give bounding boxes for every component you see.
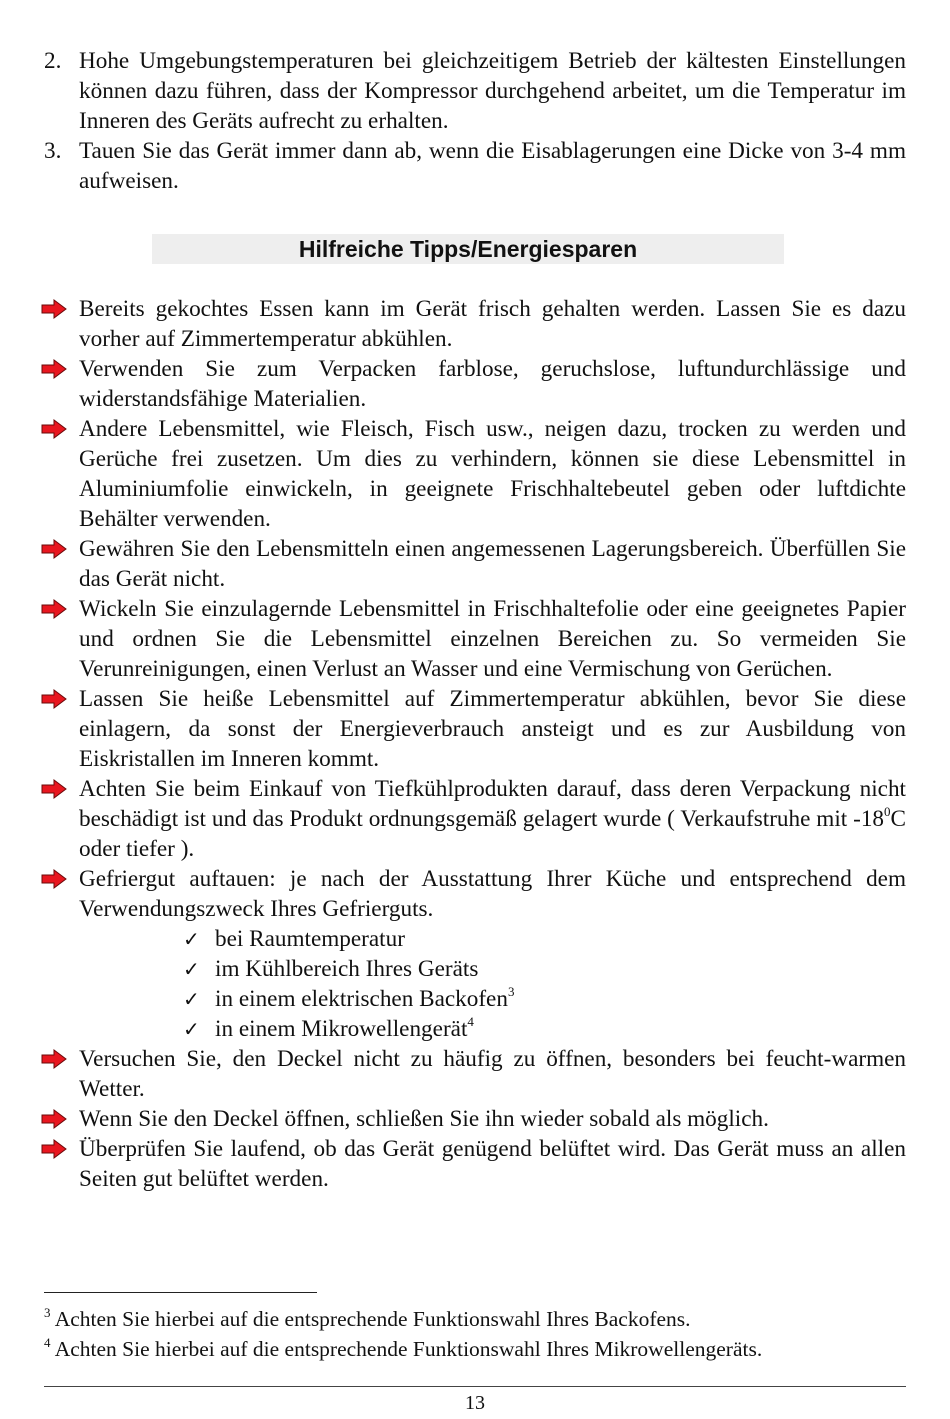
tip-text: Gewähren Sie den Lebensmitteln einen angemessenen Lagerungsbereich. Überfüllen Sie das Gerät nicht. [79, 536, 906, 592]
red-arrow-icon [41, 359, 67, 379]
red-arrow-icon [41, 869, 67, 889]
red-arrow-icon [41, 539, 67, 559]
item-number: 3. [44, 138, 62, 164]
tip-item [44, 414, 906, 534]
page-content [44, 46, 906, 1194]
red-arrow-icon [41, 599, 67, 619]
check-text: im Kühlbereich Ihres Geräts [215, 956, 479, 982]
tip-text: Verwenden Sie zum Verpacken farblose, geruchslose, luftundurchlässige und widerstandsfähige Materialien. [79, 356, 906, 412]
red-arrow-icon [41, 689, 67, 709]
footnote-divider [44, 1292, 317, 1293]
footnote-ref[interactable]: 3 [507, 984, 515, 1000]
tip-item [44, 684, 906, 774]
check-text: in einem elektrischen Backofen [215, 986, 508, 1012]
checkmark-icon: ✓ [183, 987, 200, 1011]
item-text: Tauen Sie das Gerät immer dann ab, wenn die Eisablagerungen eine Dicke von 3-4 mm aufweisen. [79, 138, 906, 194]
tip-text: Bereits gekochtes Essen kann im Gerät frisch gehalten werden. Lassen Sie es dazu vorher auf Zimmertemperatur abkühlen. [79, 296, 906, 352]
tip-text: Achten Sie beim Einkauf von Tiefkühlprodukten darauf, dass deren Verpackung nicht beschädigt ist und das Produkt ordnungsgemäß gelagert wurde ( Verkaufstruhe mit -18 [79, 776, 906, 832]
tip-text: Wenn Sie den Deckel öffnen, schließen Sie ihn wieder sobald als möglich. [79, 1106, 769, 1132]
superscript-zero: 0 [884, 804, 891, 820]
thaw-options-list [79, 924, 906, 1044]
tip-item [44, 864, 906, 1044]
tip-item [44, 1134, 906, 1194]
footnote-text: Achten Sie hierbei auf die entsprechende Funktionswahl Ihres Backofens. [54, 1307, 691, 1331]
item-number: 2. [44, 48, 62, 74]
tip-text: Andere Lebensmittel, wie Fleisch, Fisch usw., neigen dazu, trocken zu werden und Gerüche frei zusetzen. Um dies zu verhindern, können sie diese Lebensmittel in Aluminiumfolie einwickeln, in geeignete Frischhaltebeutel geben oder luftdichte Behälter verwenden. [79, 416, 906, 532]
tip-item [44, 594, 906, 684]
tip-text: Wickeln Sie einzulagernde Lebensmittel in Frischhaltefolie oder eine geeignetes Papier und ordnen Sie die Lebensmittel einzelnen Bereichen zu. So vermeiden Sie Verunreinigungen, einen Verlust an Wasser und eine Vermischung von Gerüchen. [79, 596, 906, 682]
red-arrow-icon [41, 1109, 67, 1129]
numbered-item [44, 136, 906, 196]
item-text: Hohe Umgebungstemperaturen bei gleichzeitigem Betrieb der kältesten Einstellungen können dazu führen, dass der Kompressor durchgehend arbeitet, um die Temperatur im Inneren des Geräts aufrecht zu erhalten. [79, 48, 906, 134]
section-heading: Hilfreiche Tipps/Energiesparen [152, 234, 784, 264]
tip-text: Überprüfen Sie laufend, ob das Gerät genügend belüftet wird. Das Gerät muss an allen Seiten gut belüftet werden. [79, 1136, 906, 1192]
checkmark-icon: ✓ [183, 957, 200, 981]
footnote [44, 1334, 914, 1364]
tip-item [44, 774, 906, 864]
footnote-ref[interactable]: 4 [467, 1014, 474, 1030]
checkmark-icon: ✓ [183, 1017, 200, 1041]
tip-item [44, 534, 906, 594]
red-arrow-icon [41, 1049, 67, 1069]
red-arrow-icon [41, 299, 67, 319]
footnote [44, 1304, 914, 1334]
red-arrow-icon [41, 1139, 67, 1159]
tip-item [44, 354, 906, 414]
check-text: in einem Mikrowellengerät [215, 1016, 468, 1042]
footnotes [44, 1304, 914, 1364]
red-arrow-icon [41, 779, 67, 799]
tips-list [44, 294, 906, 1194]
check-item [79, 954, 906, 984]
tip-text: Gefriergut auftauen: je nach der Ausstattung Ihrer Küche und entsprechend dem Verwendungszweck Ihres Gefrierguts. [79, 866, 906, 922]
page-number: 13 [465, 1392, 485, 1414]
checkmark-icon: ✓ [183, 927, 200, 951]
numbered-list [44, 46, 906, 196]
tip-item [44, 1044, 906, 1104]
footnote-number: 3 [44, 1304, 51, 1320]
tip-item [44, 294, 906, 354]
tip-item [44, 1104, 906, 1134]
tip-text: Lassen Sie heiße Lebensmittel auf Zimmertemperatur abkühlen, bevor Sie diese einlagern, da sonst der Energieverbrauch ansteigt und es zur Ausbildung von Eiskristallen im Inneren kommt. [79, 686, 906, 772]
check-text: bei Raumtemperatur [215, 926, 405, 952]
numbered-item [44, 46, 906, 136]
tip-text: Versuchen Sie, den Deckel nicht zu häufig zu öffnen, besonders bei feucht-warmen Wetter. [79, 1046, 906, 1102]
check-item [79, 1014, 906, 1044]
footnote-number: 4 [44, 1334, 51, 1350]
red-arrow-icon [41, 419, 67, 439]
check-item [79, 984, 906, 1014]
page-bottom-divider [44, 1386, 906, 1387]
check-item [79, 924, 906, 954]
tip-text-end: C oder tiefer ). [79, 806, 906, 862]
footnote-text: Achten Sie hierbei auf die entsprechende Funktionswahl Ihres Mikrowellengeräts. [54, 1337, 763, 1361]
